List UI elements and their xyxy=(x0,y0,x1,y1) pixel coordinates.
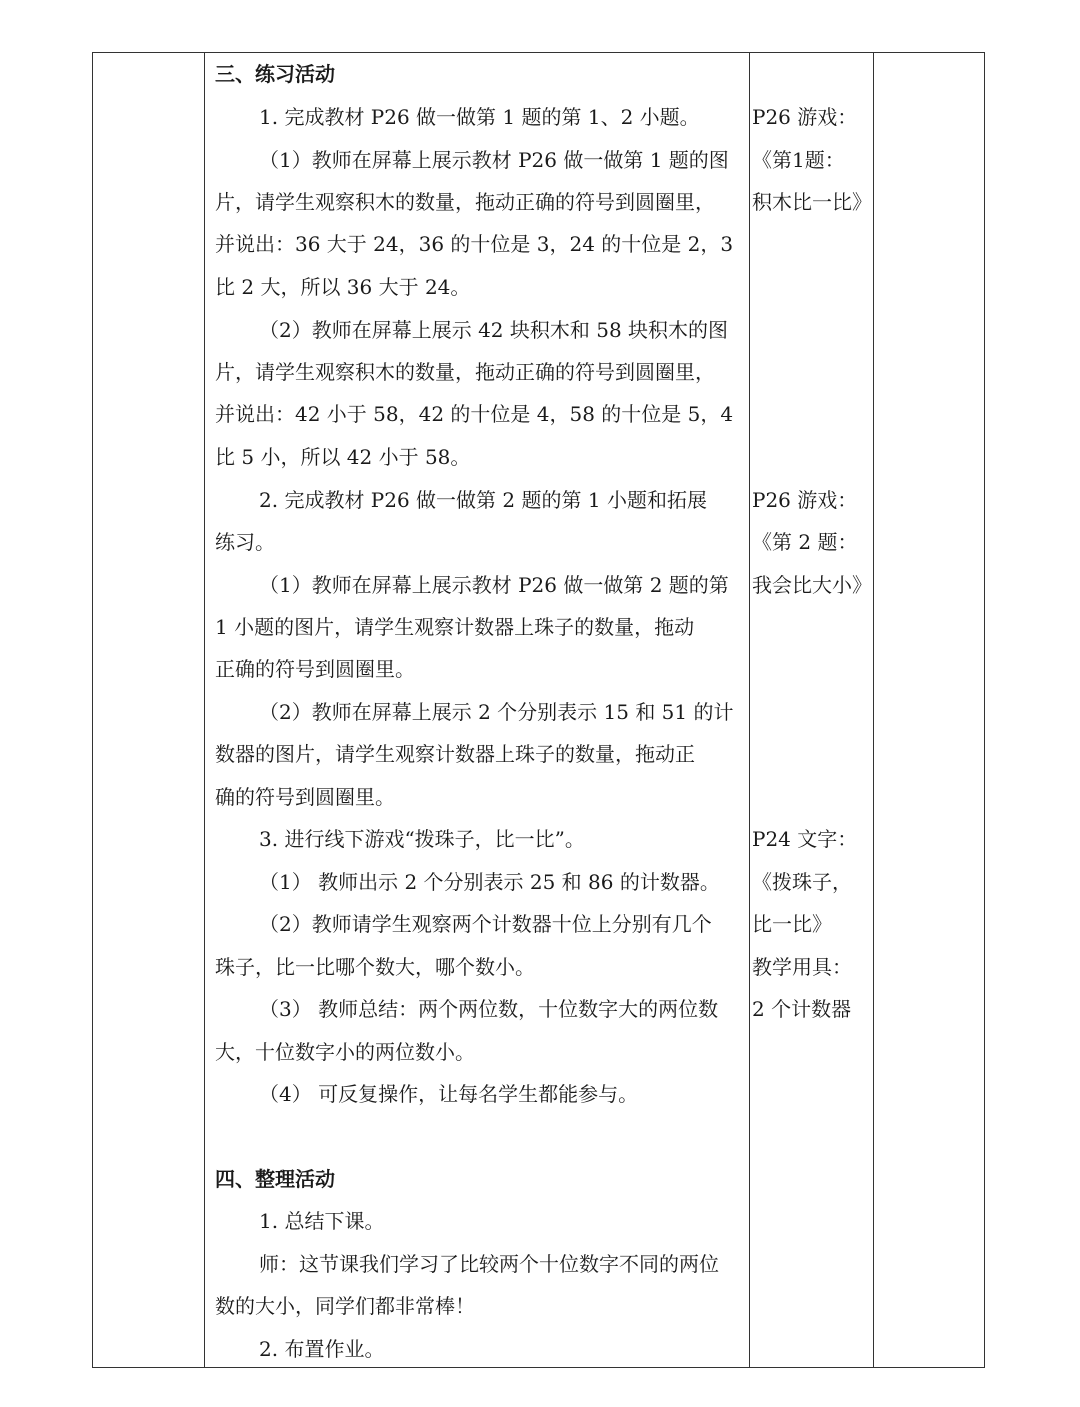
step-line: 3. 进行线下游戏“拨珠子，比一比”。 xyxy=(259,827,585,851)
resource-line: 比一比》 xyxy=(752,912,832,936)
section-heading-wrapup: 四、整理活动 xyxy=(215,1167,335,1191)
step-line: 正确的符号到圆圈里。 xyxy=(215,657,415,681)
step-line: （4） 可反复操作，让每名学生都能参与。 xyxy=(259,1082,639,1106)
step-line: 1 小题的图片，请学生观察计数器上珠子的数量，拖动 xyxy=(215,615,695,639)
step-line: 2. 完成教材 P26 做一做第 2 题的第 1 小题和拓展 xyxy=(259,488,707,512)
resource-line: P26 游戏： xyxy=(752,488,858,512)
step-line: （1）教师在屏幕上展示教材 P26 做一做第 2 题的第 xyxy=(259,573,729,597)
step-line: 确的符号到圆圈里。 xyxy=(215,785,395,809)
section-heading-practice: 三、练习活动 xyxy=(215,62,335,86)
step-line: （2）教师在屏幕上展示 2 个分别表示 15 和 51 的计 xyxy=(259,700,734,724)
step-line: 比 5 小，所以 42 小于 58。 xyxy=(215,445,471,469)
resource-line: 教学用具： xyxy=(752,955,852,979)
resource-line: 《第 2 题： xyxy=(752,530,858,554)
step-line: 1. 完成教材 P26 做一做第 1 题的第 1、2 小题。 xyxy=(259,105,700,129)
lesson-table xyxy=(92,52,985,1368)
resource-line: 我会比大小》 xyxy=(752,573,872,597)
step-line: 片，请学生观察积木的数量，拖动正确的符号到圆圈里， xyxy=(215,360,715,384)
column-divider xyxy=(204,53,205,1367)
step-line: 片，请学生观察积木的数量，拖动正确的符号到圆圈里， xyxy=(215,190,715,214)
step-line: 并说出：36 大于 24，36 的十位是 3，24 的十位是 2，3 xyxy=(215,232,734,256)
step-line: （1） 教师出示 2 个分别表示 25 和 86 的计数器。 xyxy=(259,870,720,894)
step-line: 师：这节课我们学习了比较两个十位数字不同的两位 xyxy=(259,1252,719,1276)
step-line: 数器的图片，请学生观察计数器上珠子的数量，拖动正 xyxy=(215,742,695,766)
step-line: 大，十位数字小的两位数小。 xyxy=(215,1040,475,1064)
step-line: （2）教师请学生观察两个计数器十位上分别有几个 xyxy=(259,912,712,936)
resource-line: 2 个计数器 xyxy=(752,997,852,1021)
column-divider xyxy=(749,53,750,1367)
step-line: （1）教师在屏幕上展示教材 P26 做一做第 1 题的图 xyxy=(259,148,729,172)
step-line: 珠子，比一比哪个数大，哪个数小。 xyxy=(215,955,535,979)
step-line: （2）教师在屏幕上展示 42 块积木和 58 块积木的图 xyxy=(259,318,729,342)
step-line: 1. 总结下课。 xyxy=(259,1209,385,1233)
resource-line: P26 游戏： xyxy=(752,105,858,129)
resource-line: 积木比一比》 xyxy=(752,190,872,214)
resource-line: 《拨珠子， xyxy=(752,870,852,894)
resource-line: 《第1题： xyxy=(752,148,845,172)
column-divider xyxy=(873,53,874,1367)
step-line: （3） 教师总结：两个两位数，十位数字大的两位数 xyxy=(259,997,719,1021)
step-line: 并说出：42 小于 58，42 的十位是 4，58 的十位是 5，4 xyxy=(215,402,734,426)
step-line: 数的大小，同学们都非常棒！ xyxy=(215,1294,475,1318)
step-line: 练习。 xyxy=(215,530,275,554)
step-line: 2. 布置作业。 xyxy=(259,1337,385,1361)
resource-line: P24 文字： xyxy=(752,827,858,851)
step-line: 比 2 大，所以 36 大于 24。 xyxy=(215,275,471,299)
